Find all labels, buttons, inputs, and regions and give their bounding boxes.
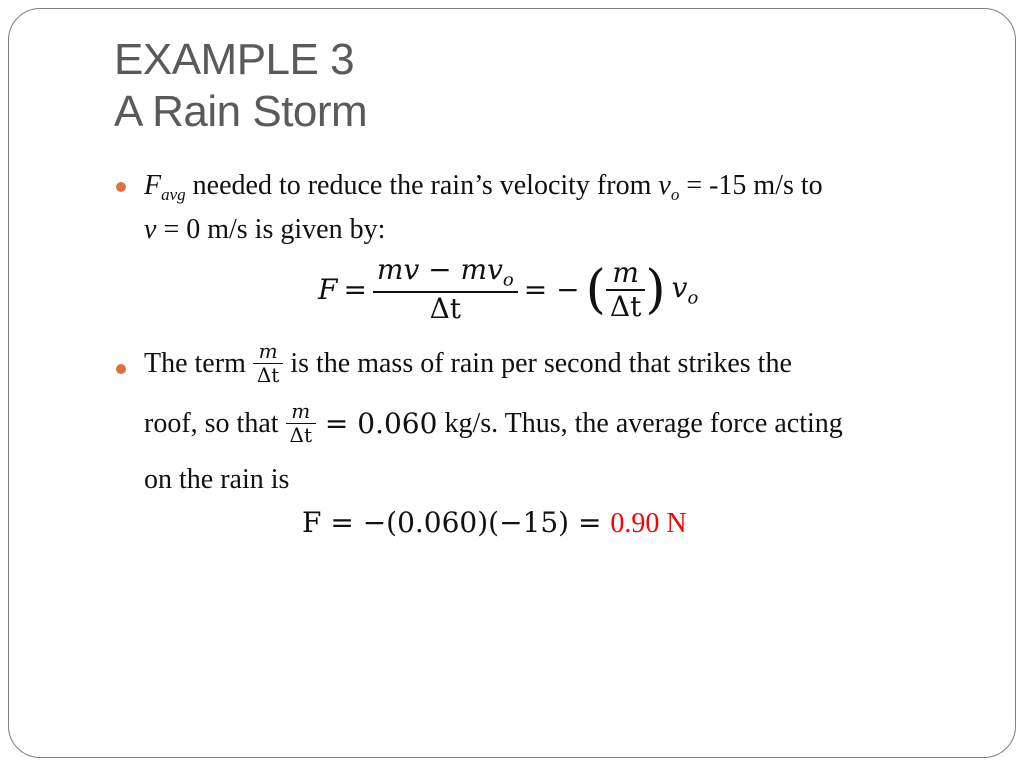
bullet-1-text-a: needed to reduce the rain’s velocity from [185, 170, 659, 201]
eq1-lhs: F [318, 273, 338, 307]
bullet-2-text-e: on the rain is [144, 464, 290, 495]
bullet-2-eq-value: = 0.060 [316, 407, 438, 440]
bullet-2-dot [116, 364, 126, 374]
eq2-expression: F = −(0.060)(−15) = [302, 506, 611, 539]
eq1-right-paren: ) [645, 259, 666, 320]
title-line-2: A Rain Storm [114, 87, 368, 136]
eq1-numerator-text: mv − mv [376, 253, 503, 286]
bullet-1-text-c: = 0 m/s is given by: [156, 214, 386, 245]
bullet-2-frac2-den: Δt [289, 423, 313, 447]
eq1-equals-minus: = − [523, 273, 580, 307]
eq1-numerator-sub: o [502, 269, 514, 291]
v0-subscript: o [670, 185, 680, 204]
eq1-fraction-2 [606, 257, 645, 323]
eq1-tail-sub: o [687, 287, 699, 309]
eq2-answer: 0.90 N [610, 508, 687, 539]
bullet-1-line-2 [144, 214, 385, 246]
bullet-2-line-3 [144, 464, 289, 496]
slide-title [114, 34, 367, 138]
f-symbol: F [144, 170, 162, 201]
v0-symbol: v [658, 170, 671, 201]
eq1-numerator [373, 254, 518, 291]
bullet-2-fraction-2 [286, 400, 316, 447]
eq1-fraction [373, 254, 518, 325]
eq1-tail [666, 271, 699, 309]
bullet-2-line-1 [144, 340, 792, 387]
eq1-equals: = [343, 273, 367, 307]
eq1-frac2-num: m [612, 255, 639, 289]
bullet-2-text-a: The term [144, 347, 253, 379]
bullet-2-fraction [253, 340, 283, 387]
bullet-1-dot [116, 182, 126, 192]
equation-1 [318, 254, 698, 325]
equation-2 [302, 506, 687, 540]
title-line-1: EXAMPLE 3 [114, 35, 355, 84]
eq1-denominator: Δt [429, 292, 462, 326]
bullet-1-text-b: = -15 m/s to [679, 170, 823, 201]
eq1-tail-text: v [671, 270, 688, 304]
bullet-2-line-2 [144, 400, 843, 447]
bullet-1-line-1 [144, 170, 823, 205]
bullet-2-text-d: kg/s. Thus, the average force acting [437, 407, 843, 439]
bullet-2-frac-den: Δt [256, 363, 280, 387]
eq1-left-paren: ( [585, 259, 606, 320]
f-subscript: avg [161, 185, 186, 204]
bullet-2-text-b: is the mass of rain per second that strikes the [283, 347, 792, 379]
bullet-2-frac2-num: m [291, 399, 311, 423]
eq1-frac2-den: Δt [609, 289, 642, 323]
v-symbol: v [144, 214, 157, 245]
bullet-2-text-c: roof, so that [144, 407, 286, 439]
bullet-2-frac-num: m [258, 339, 278, 363]
